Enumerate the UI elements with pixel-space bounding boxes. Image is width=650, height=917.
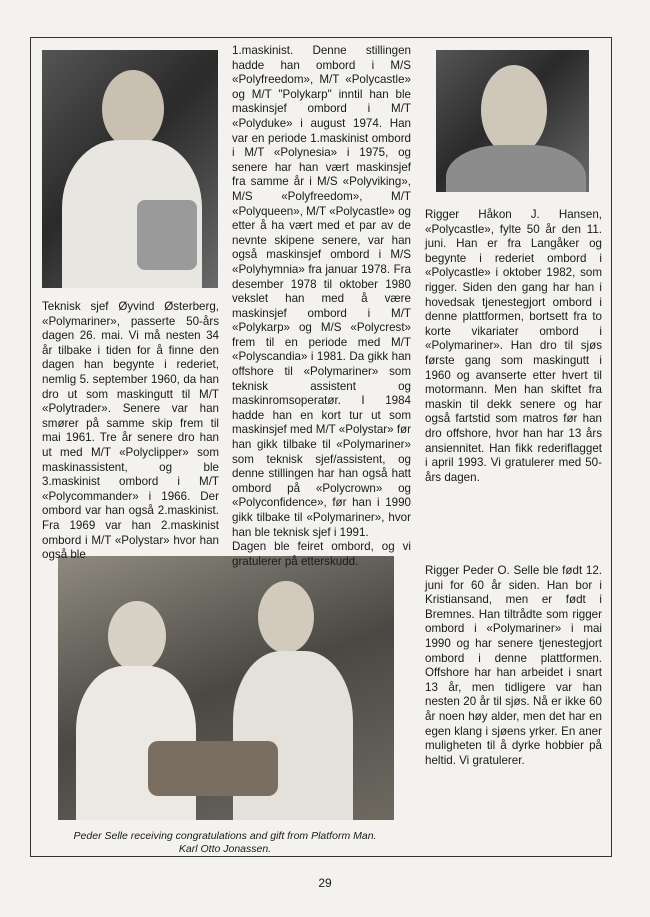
article-selle: Rigger Peder O. Selle ble født 12. juni for 60 år siden. Han bor i Kristiansand, men er født i Bremnes. Han tiltrådte som rigger ombord i «Polymariner» i mai 1990 og har senere tjenestegjort ombord i denne plattformen. Offshore har han arbeidet i snart 13 år, men tidligere var han nesten 20 år til sjøs. Nå er ikke 60 år noen høy alder, men det har en egen klang i sjøens yrker. En aner muligheten til å dyrke hobbier på heltid. Vi gratulerer. — [425, 564, 602, 767]
article-osterberg-part1: Teknisk sjef Øyvind Østerberg, «Polymariner», passerte 50-års dagen 26. mai. Vi må nesten 34 år tilbake i tiden for å finne den dagen han begynte i rederiet, nemlig 5. september 1960, da han dro ut som maskingutt til M/T «Polytrader». Senere var han smører på samme skip frem til mai 1961. Tre år senere dro han ut med M/T «Polyclipper» som maskinassistent, og ble 3.maskinist ombord i M/T «Polycommander» i 1966. Der ombord var han også 2.maskinist. Fra 1969 var han 2.maskinist ombord i M/T «Polystar» hvor han også ble — [42, 300, 219, 562]
page-number: 29 — [318, 876, 332, 890]
photo-hansen — [436, 50, 589, 192]
photo-caption — [60, 830, 390, 856]
photo-osterberg — [42, 50, 218, 288]
caption-line-2: Karl Otto Jonassen. — [178, 843, 272, 855]
article-osterberg-part2: 1.maskinist. Denne stillingen hadde han ombord i M/S «Polyfreedom», M/T «Polycastle» og M/T "Polykarp" inntil han ble maskinsjef ombord i M/T «Polyduke» i august 1974. Han var en periode 1.maskinist ombord i M/T «Polynesia» i 1975, og senere har han vært maskinsjef fra samme år i M/S «Polyviking», M/S «Polyfreedom», M/T «Polyqueen», M/T «Polycastle» og etter å ha vært med et par av de nevnte skipene senere, var han også maskinsjef ombord i M/S «Polyhymnia» fra januar 1978. Fra desember 1978 til oktober 1980 vekslet han med å være maskinsjef ombord i M/T «Polykarp» og M/S «Polycrest» frem til en periode med M/T «Polyscandia» i 1981. Da gikk han offshore til «Polymariner» som teknisk assistent og maskinromsoperatør. I 1984 hadde han en kort tur ut som maskinsjef med M/T «Polystar» før han gikk tilbake til «Polymariner» som teknisk sjef/assistent, og denne stillingen har han også hatt ombord på «Polycrown» og «Polyconfidence», før han i 1990 gikk tilbake til «Polymariner», hvor han ble teknisk sjef i 1991. Dagen ble feiret ombord, og vi gratulerer på etterskudd. — [232, 44, 411, 568]
photo-selle — [58, 556, 394, 820]
article-hansen: Rigger Håkon J. Hansen, «Polycastle», fylte 50 år den 11. juni. Han er fra Langåker og begynte i rederiet ombord i «Polycastle» i oktober 1982, som rigger. Siden den gang har han i hovedsak tjenestegjort ombord i denne plattformen, bortsett fra to korte vikariater ombord i «Polymariner». Han dro til sjøs første gang som maskingutt i 1960 og avanserte etter hvert til motormann. Men han skiftet fra maskin til dekk senere og har også fartstid som matros før han dro offshore, hvor han har 13 års ansiennitet. Han fikk rederiflagget i april 1993. Vi gratulerer med 50-års dagen. — [425, 208, 602, 484]
caption-line-1: Peder Selle receiving congratulations and gift from Platform Man. — [73, 830, 377, 842]
